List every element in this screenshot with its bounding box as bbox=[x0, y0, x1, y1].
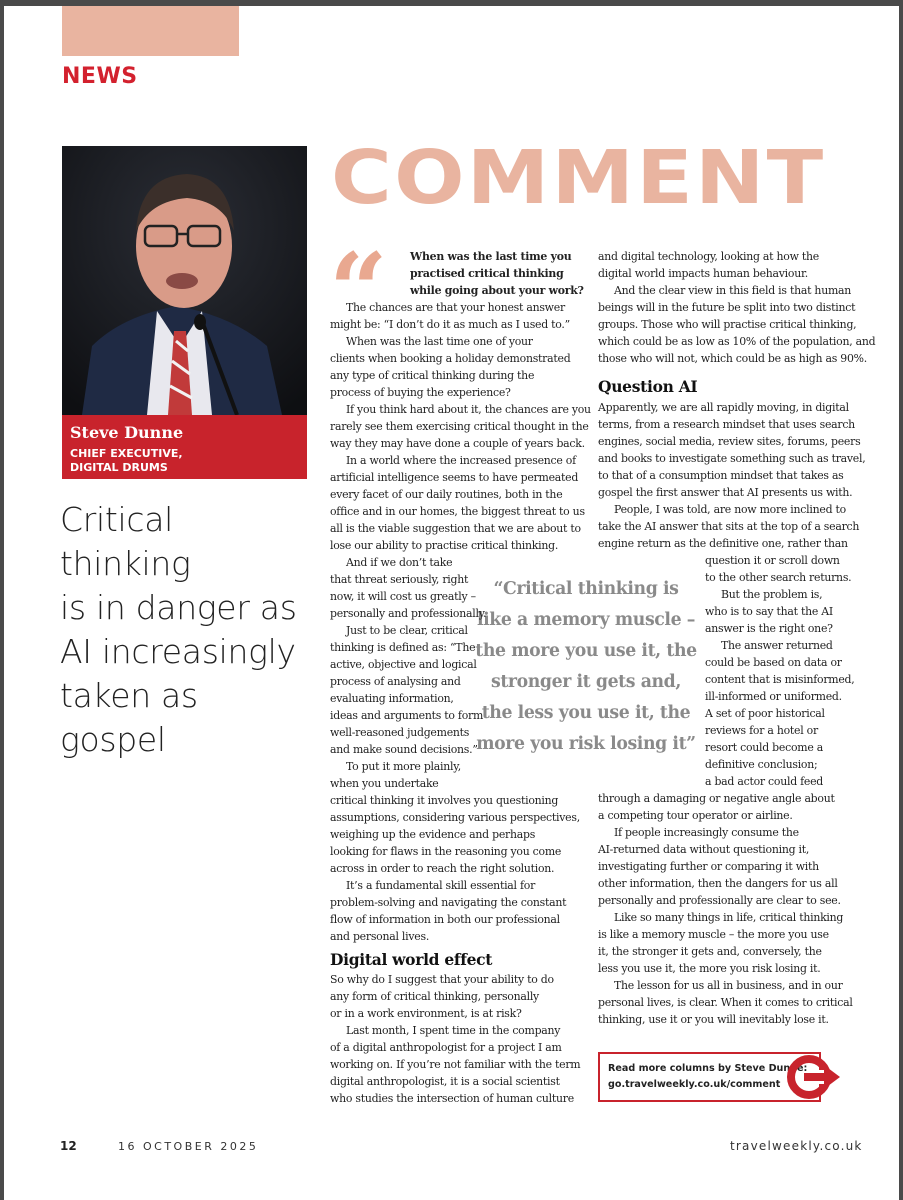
headline-line: Critical thinking bbox=[60, 500, 191, 583]
text-line: of a digital anthropologist for a project I am bbox=[330, 1041, 562, 1054]
text-line: artificial intelligence seems to have permeated bbox=[330, 471, 579, 484]
text-line: If you think hard about it, the chances are you bbox=[346, 403, 591, 416]
text-line: And if we don’t take bbox=[346, 556, 453, 569]
text-line: any type of critical thinking during the bbox=[330, 369, 535, 382]
text-line: and digital technology, looking at how the bbox=[598, 250, 819, 263]
author-name: Steve Dunne bbox=[70, 423, 184, 442]
text-line: When was the last time one of your bbox=[346, 335, 533, 348]
subheading: Question AI bbox=[598, 377, 698, 396]
pull-quote-line: the less you use it, the bbox=[481, 703, 691, 723]
text-line: other information, then the dangers for us all bbox=[598, 877, 838, 890]
text-line: and books to investigate something such as travel, bbox=[598, 452, 866, 465]
article-headline bbox=[60, 498, 310, 762]
text-line: So why do I suggest that your ability to do bbox=[330, 973, 554, 986]
text-line: lose our ability to practise critical thinking. bbox=[330, 539, 559, 552]
pull-quote-line: more you risk losing it” bbox=[476, 734, 696, 754]
text-line: or in a work environment, is at risk? bbox=[330, 1007, 522, 1020]
text-line: When was the last time you bbox=[410, 250, 572, 263]
text-line: when you undertake bbox=[330, 777, 439, 790]
text-line: across in order to reach the right solution. bbox=[330, 862, 555, 875]
text-line: through a damaging or negative angle about bbox=[598, 792, 835, 805]
text-line: And the clear view in this field is that human bbox=[614, 284, 852, 297]
text-line: that threat seriously, right bbox=[330, 573, 469, 586]
text-line: gospel the first answer that AI presents us with. bbox=[598, 486, 853, 499]
text-line: reviews for a hotel or bbox=[705, 724, 818, 737]
pull-quote bbox=[470, 574, 702, 760]
text-line: engines, social media, review sites, forums, peers bbox=[598, 435, 861, 448]
text-line: The chances are that your honest answer bbox=[346, 301, 565, 314]
text-line: while going about your work? bbox=[410, 284, 584, 297]
read-more-link[interactable]: go.travelweekly.co.uk/comment bbox=[608, 1079, 781, 1090]
text-line: answer is the right one? bbox=[705, 622, 833, 635]
text-line: practised critical thinking bbox=[410, 267, 564, 280]
text-line: a bad actor could feed bbox=[705, 775, 824, 788]
pull-quote-line: the more you use it, the bbox=[475, 641, 697, 661]
text-line: working on. If you’re not familiar with the term bbox=[330, 1058, 581, 1071]
text-line: any form of critical thinking, personally bbox=[330, 990, 539, 1003]
author-role-line: CHIEF EXECUTIVE, bbox=[70, 447, 183, 460]
text-line: Like so many things in life, critical thinking bbox=[614, 911, 844, 924]
text-line: to that of a consumption mindset that takes as bbox=[598, 469, 844, 482]
text-line: To put it more plainly, bbox=[346, 760, 461, 773]
author-photo bbox=[62, 146, 307, 415]
text-line: personally and professionally are clear to see. bbox=[598, 894, 841, 907]
text-line: investigating further or comparing it with bbox=[598, 860, 819, 873]
text-line: now, it will cost us greatly – bbox=[330, 590, 476, 603]
text-line: those who will not, which could be as high as 90%. bbox=[598, 352, 867, 365]
text-line: People, I was told, are now more inclined to bbox=[614, 503, 846, 516]
arrow-icon bbox=[786, 1054, 842, 1100]
text-line: The answer returned bbox=[721, 639, 833, 652]
issue-date: 16 OCTOBER 2025 bbox=[118, 1140, 259, 1153]
author-caption bbox=[62, 415, 307, 479]
text-line: thinking is defined as: “The bbox=[330, 641, 476, 654]
text-line: could be based on data or bbox=[705, 656, 842, 669]
text-line: and personal lives. bbox=[330, 930, 430, 943]
page-number: 12 bbox=[60, 1139, 77, 1153]
text-line: assumptions, considering various perspectives, bbox=[330, 811, 580, 824]
text-line: looking for flaws in the reasoning you come bbox=[330, 845, 562, 858]
read-more-title: Read more columns by Steve Dunne: bbox=[608, 1063, 808, 1074]
text-line: flow of information in both our professional bbox=[330, 913, 560, 926]
text-line: process of buying the experience? bbox=[330, 386, 511, 399]
text-line: content that is misinformed, bbox=[705, 673, 855, 686]
text-line: way they may have done a couple of years back. bbox=[330, 437, 585, 450]
text-line: digital world impacts human behaviour. bbox=[598, 267, 808, 280]
text-line: Just to be clear, critical bbox=[346, 624, 468, 637]
text-line: might be: “I don’t do it as much as I used to.” bbox=[330, 318, 570, 331]
text-line: The lesson for us all in business, and in our bbox=[614, 979, 843, 992]
text-line: Last month, I spent time in the company bbox=[346, 1024, 561, 1037]
text-line: who studies the intersection of human culture bbox=[330, 1092, 574, 1105]
text-line: personal lives, is clear. When it comes to critical bbox=[598, 996, 853, 1009]
text-line: question it or scroll down bbox=[705, 554, 840, 567]
text-line: and make sound decisions.” bbox=[330, 743, 478, 756]
text-line: problem-solving and navigating the constant bbox=[330, 896, 567, 909]
text-line: It’s a fundamental skill essential for bbox=[346, 879, 536, 892]
text-line: ill-informed or uniformed. bbox=[705, 690, 842, 703]
site-url: travelweekly.co.uk bbox=[730, 1139, 863, 1153]
magazine-page bbox=[4, 6, 899, 1200]
section-label: NEWS bbox=[62, 64, 138, 89]
text-line: process of analysing and bbox=[330, 675, 461, 688]
text-line: less you use it, the more you risk losing it. bbox=[598, 962, 821, 975]
text-line: active, objective and logical bbox=[330, 658, 477, 671]
quote-mark-icon: “ bbox=[329, 231, 388, 351]
headline-line: AI increasingly bbox=[60, 632, 296, 671]
pull-quote-line: stronger it gets and, bbox=[491, 672, 681, 692]
pull-quote-line: like a memory muscle – bbox=[476, 610, 696, 630]
headline-line: is in danger as bbox=[60, 588, 297, 627]
text-line: AI-returned data without questioning it, bbox=[598, 843, 810, 856]
text-line: thinking, use it or you will inevitably lose it. bbox=[598, 1013, 829, 1026]
text-line: But the problem is, bbox=[721, 588, 823, 601]
text-line: personally and professionally. bbox=[330, 607, 487, 620]
text-line: is like a memory muscle – the more you use bbox=[598, 928, 829, 941]
text-line: A set of poor historical bbox=[705, 707, 825, 720]
comment-title: COMMENT bbox=[331, 135, 826, 221]
text-line: rarely see them exercising critical thought in the bbox=[330, 420, 589, 433]
text-line: take the AI answer that sits at the top of a search bbox=[598, 520, 860, 533]
text-line: weighing up the evidence and perhaps bbox=[330, 828, 536, 841]
text-line: groups. Those who will practise critical thinking, bbox=[598, 318, 857, 331]
headline-line: taken as gospel bbox=[60, 676, 198, 759]
subheading: Digital world effect bbox=[330, 950, 493, 969]
text-line: office and in our homes, the biggest threat to us bbox=[330, 505, 585, 518]
text-line: well-reasoned judgements bbox=[330, 726, 470, 739]
text-line: it, the stronger it gets and, conversely, the bbox=[598, 945, 822, 958]
text-line: evaluating information, bbox=[330, 692, 454, 705]
text-line: critical thinking it involves you questioning bbox=[330, 794, 559, 807]
text-line: If people increasingly consume the bbox=[614, 826, 799, 839]
text-line: In a world where the increased presence of bbox=[346, 454, 576, 467]
author-role-line: DIGITAL DRUMS bbox=[70, 461, 168, 474]
text-line: Apparently, we are all rapidly moving, in digital bbox=[598, 401, 849, 414]
author-role bbox=[70, 447, 300, 475]
text-line: a competing tour operator or airline. bbox=[598, 809, 793, 822]
text-line: to the other search returns. bbox=[705, 571, 852, 584]
text-line: beings will in the future be split into two distinct bbox=[598, 301, 856, 314]
text-line: clients when booking a holiday demonstrated bbox=[330, 352, 571, 365]
text-line: digital anthropologist, it is a social scientist bbox=[330, 1075, 560, 1088]
text-line: all is the viable suggestion that we are about to bbox=[330, 522, 581, 535]
text-line: engine return as the definitive one, rather than bbox=[598, 537, 848, 550]
text-line: who is to say that the AI bbox=[705, 605, 833, 618]
text-line: ideas and arguments to form bbox=[330, 709, 484, 722]
pull-quote-line: “Critical thinking is bbox=[493, 579, 679, 599]
header-color-block bbox=[62, 6, 239, 56]
text-line: which could be as low as 10% of the population, and bbox=[598, 335, 876, 348]
text-line: definitive conclusion; bbox=[705, 758, 818, 771]
text-line: terms, from a research mindset that uses search bbox=[598, 418, 855, 431]
text-line: every facet of our daily routines, both in the bbox=[330, 488, 563, 501]
text-line: resort could become a bbox=[705, 741, 823, 754]
